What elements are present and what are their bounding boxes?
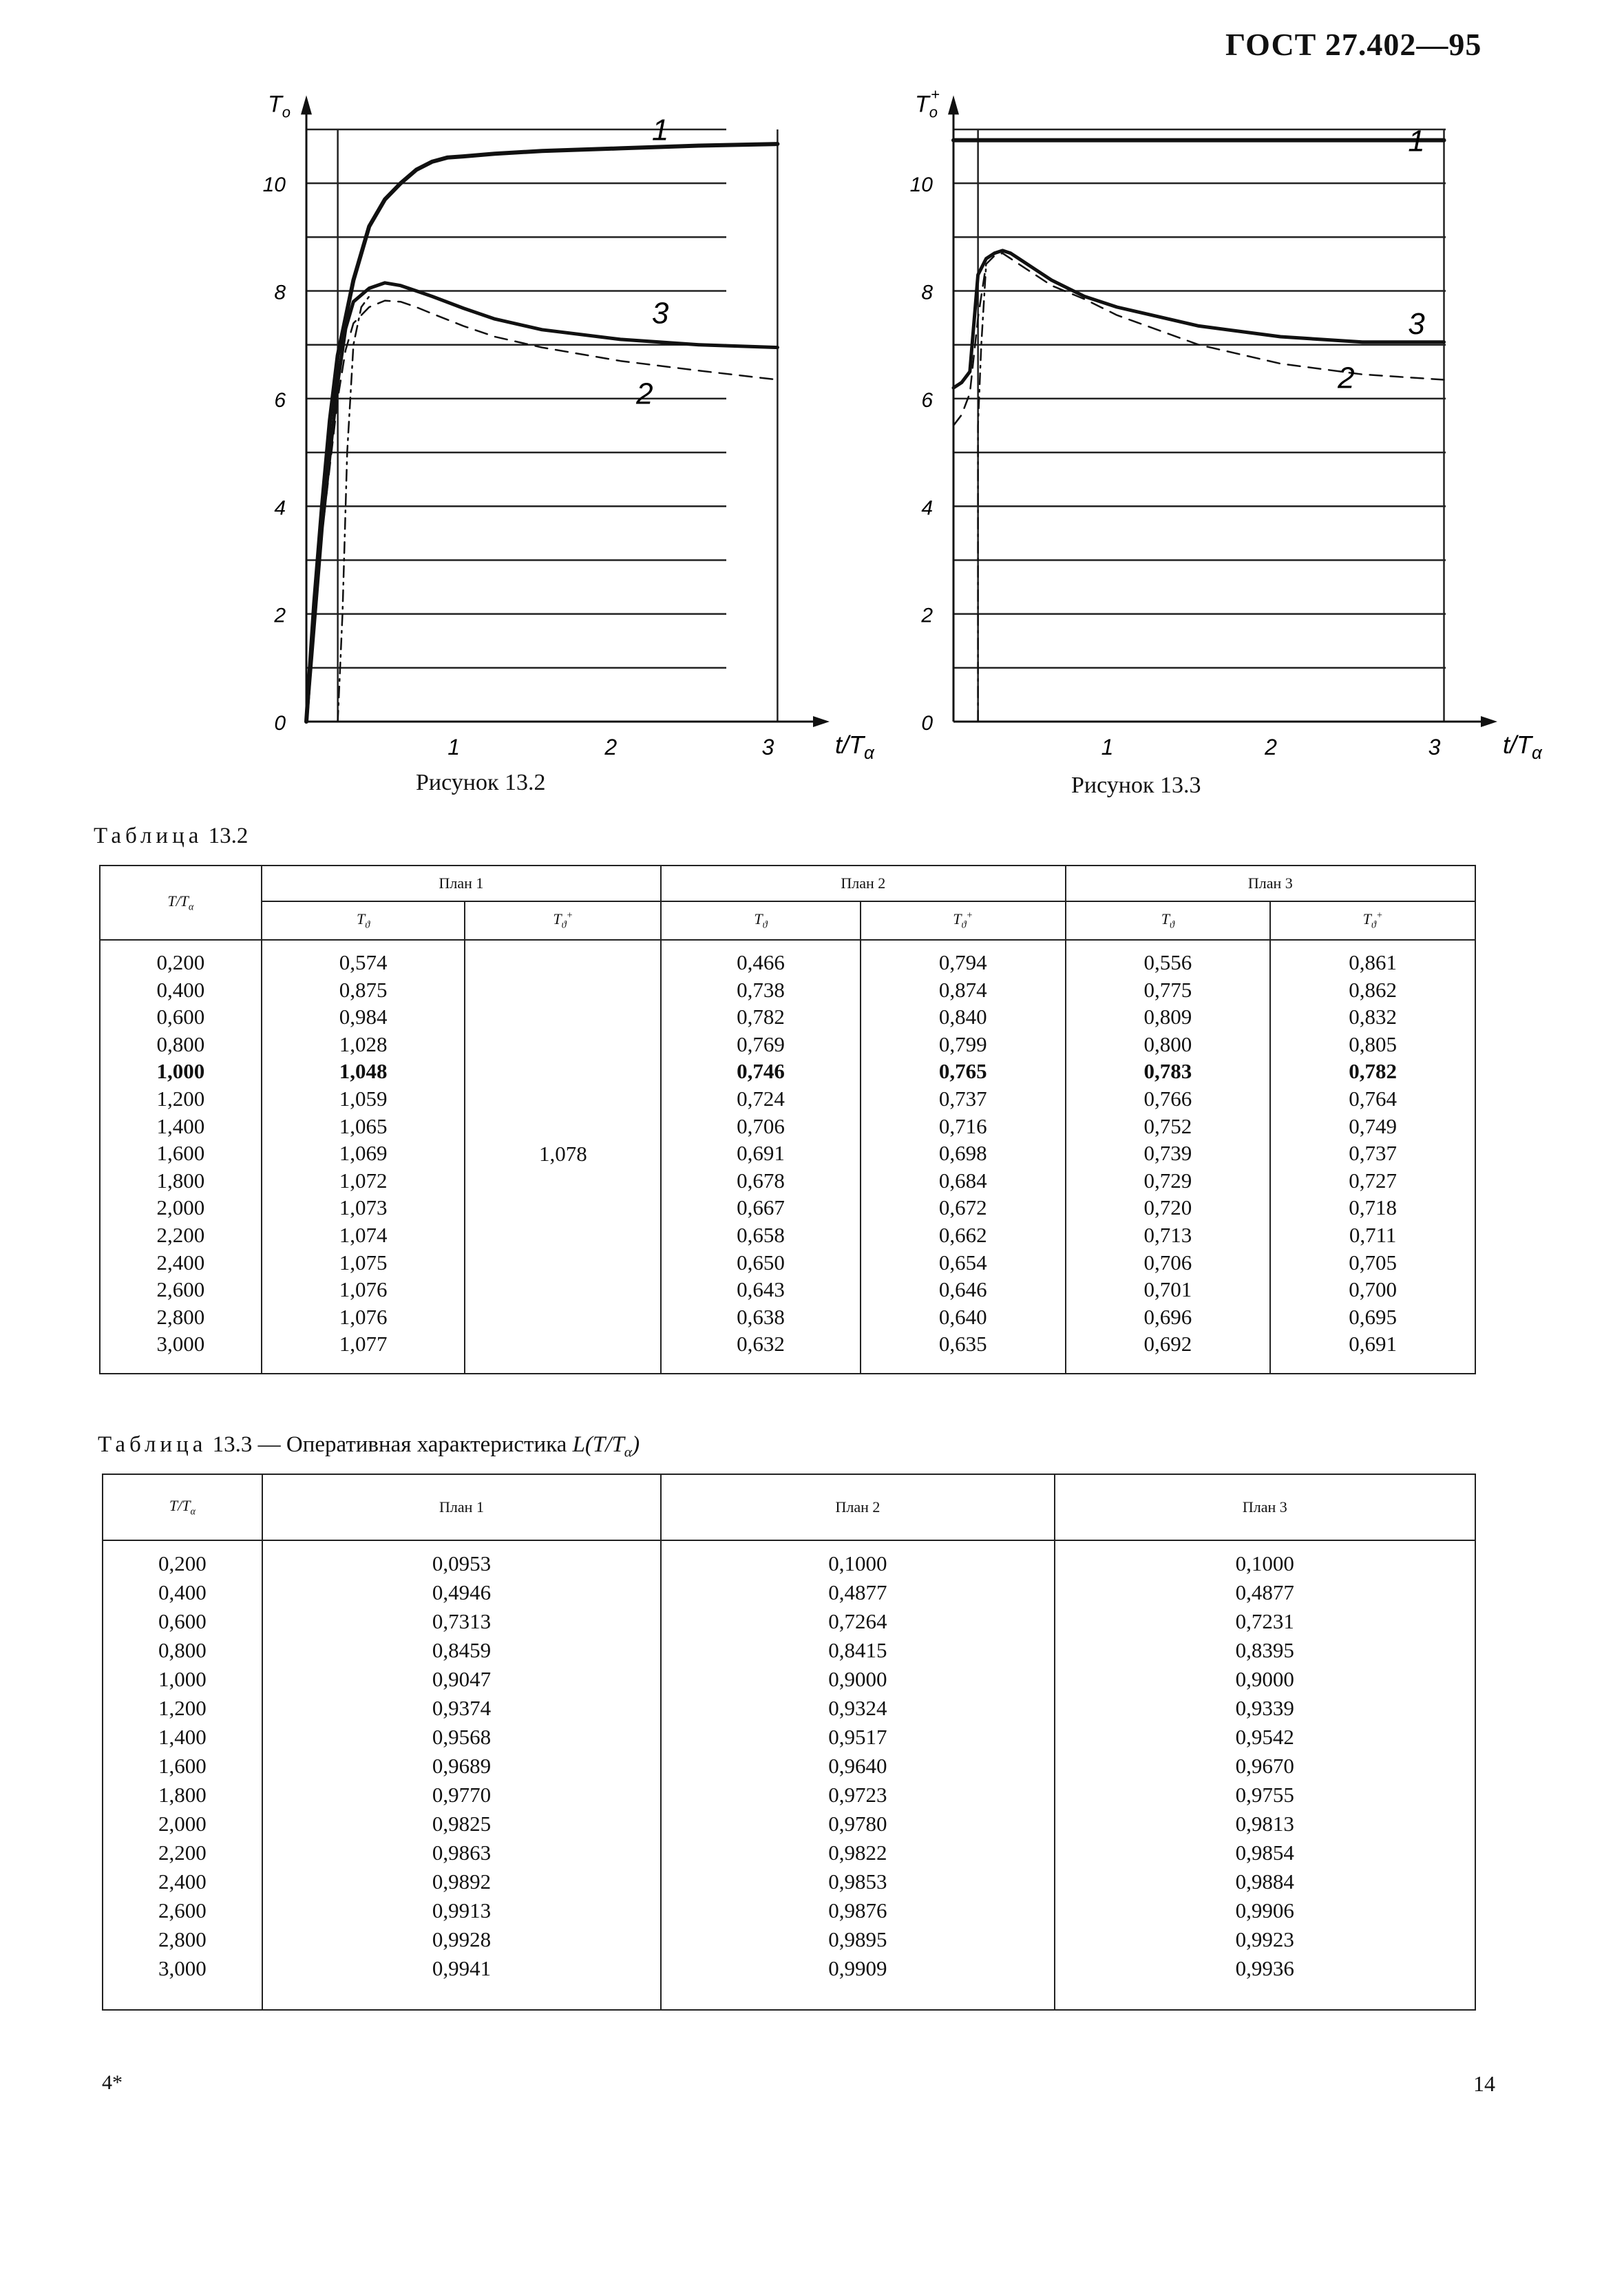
document-header: ГОСТ 27.402—95: [1225, 27, 1482, 62]
table-cell: 0,9909: [828, 1956, 887, 1980]
series-line-1: [306, 144, 777, 722]
y-tick-label: 8: [921, 281, 933, 304]
series-line-3: [306, 283, 777, 722]
table-cell: 1,800: [156, 1168, 205, 1193]
table-cell: 0,600: [156, 1005, 205, 1029]
table-cell: 0,809: [1143, 1005, 1192, 1029]
x-axis-label: $t/T_\alpha$: [1503, 731, 1542, 763]
y-tick-label: 2: [274, 604, 286, 627]
table-cell: 0,706: [737, 1113, 785, 1138]
table-cell: 0,9324: [828, 1696, 887, 1720]
table-cell: 0,9517: [828, 1725, 887, 1749]
t3-header-plan3: План 3: [1055, 1474, 1475, 1540]
table-cell: 0,7313: [432, 1609, 492, 1633]
table-cell: 0,466: [737, 950, 785, 974]
t2-col-plan3-tplus: [1270, 940, 1475, 1374]
table-cell: 0,658: [737, 1222, 785, 1247]
table-cell: 1,077: [339, 1332, 388, 1356]
table-cell: 1,076: [339, 1277, 388, 1302]
x-tick-label: 3: [1428, 735, 1441, 759]
table-cell: 0,749: [1349, 1113, 1397, 1138]
table-cell: 1,065: [339, 1113, 388, 1138]
table-cell: 0,8459: [432, 1638, 492, 1662]
table-cell: 0,9876: [828, 1898, 887, 1922]
t2-sub-plan1-t: $T_ϑ$: [262, 901, 465, 940]
x-tick-label: 1: [447, 735, 461, 759]
table-cell: 2,400: [158, 1869, 207, 1894]
table-cell: 0,9863: [432, 1841, 492, 1865]
table-cell: 0,701: [1143, 1277, 1192, 1302]
table-cell: 0,9780: [828, 1812, 887, 1836]
table-cell: 0,9928: [432, 1927, 492, 1951]
table-cell: 0,705: [1349, 1250, 1397, 1275]
table-cell: 0,1000: [828, 1551, 887, 1575]
y-tick-label: 2: [921, 604, 933, 627]
table-cell: 0,200: [158, 1551, 207, 1575]
t3-header-plan1: План 1: [262, 1474, 661, 1540]
table-cell: 0,729: [1143, 1168, 1192, 1193]
table-cell: 2,800: [158, 1927, 207, 1951]
table-cell: 0,718: [1349, 1195, 1397, 1220]
table-cell: 0,9000: [1235, 1667, 1294, 1691]
table-cell: 1,048: [339, 1059, 388, 1084]
table-cell: 0,805: [1349, 1031, 1397, 1056]
table-cell: 0,695: [1349, 1304, 1397, 1329]
t3-header-ratio: $T/T_\alpha$: [103, 1474, 262, 1540]
figure-13-2-caption: Рисунок 13.2: [416, 770, 546, 795]
table-cell: 0,7264: [828, 1609, 887, 1633]
table-cell: 3,000: [156, 1332, 205, 1356]
table-cell: 0,766: [1143, 1086, 1192, 1111]
y-tick-label: 0: [274, 712, 286, 735]
table-cell: 0,861: [1349, 950, 1397, 974]
table-cell: 0,7231: [1235, 1609, 1294, 1633]
series-line-aux: [978, 264, 987, 722]
table-cell: 0,9906: [1235, 1898, 1294, 1922]
table-cell: 0,646: [938, 1277, 987, 1302]
table-cell: 0,4946: [432, 1580, 492, 1604]
table-cell: 1,075: [339, 1250, 388, 1275]
y-tick-label: 6: [274, 388, 286, 412]
table-cell: 2,200: [158, 1841, 207, 1865]
series-line-2: [953, 253, 1444, 426]
table-cell: 1,000: [156, 1059, 205, 1084]
table-cell: 0,8395: [1235, 1638, 1294, 1662]
y-tick-label: 10: [262, 174, 286, 197]
table-cell: 0,9936: [1235, 1956, 1294, 1980]
table-cell: 0,667: [737, 1195, 785, 1220]
table-cell: 0,9892: [432, 1869, 492, 1894]
page-number: 14: [1473, 2071, 1495, 2096]
table-cell: 0,700: [1349, 1277, 1397, 1302]
table-cell: 0,713: [1143, 1222, 1192, 1247]
table-13-2: [99, 865, 1476, 1374]
table-cell: 0,635: [938, 1332, 987, 1356]
table-13-3-title-word: Таблица: [98, 1432, 207, 1457]
table-cell: 0,874: [938, 977, 987, 1002]
t2-col-plan1-tplus: 1,078: [465, 940, 661, 1374]
table-cell: 0,9000: [828, 1667, 887, 1691]
table-13-2-title: [94, 824, 248, 849]
table-cell: 2,000: [158, 1812, 207, 1836]
figure-13-3-caption: Рисунок 13.3: [1071, 773, 1201, 798]
table-cell: 1,200: [156, 1086, 205, 1111]
t2-header-plan1: План 1: [262, 866, 661, 901]
table-cell: 0,746: [737, 1059, 785, 1084]
table-cell: 0,800: [1143, 1031, 1192, 1056]
x-axis-label: $t/T_\alpha$: [835, 731, 874, 763]
table-cell: 0,832: [1349, 1005, 1397, 1029]
table-cell: 0,799: [938, 1031, 987, 1056]
table-cell: 0,794: [938, 950, 987, 974]
table-13-2-title-number: 13.2: [208, 824, 249, 848]
table-cell: 0,9822: [828, 1841, 887, 1865]
table-cell: 1,072: [339, 1168, 388, 1193]
table-cell: 0,0953: [432, 1551, 492, 1575]
table-cell: 0,654: [938, 1250, 987, 1275]
table-cell: 0,782: [1349, 1059, 1397, 1084]
y-axis-label: $T_o$: [268, 91, 291, 121]
table-cell: 0,783: [1143, 1059, 1192, 1084]
table-13-3-title: [98, 1432, 640, 1461]
table-cell: 0,875: [339, 977, 388, 1002]
table-cell: 0,9568: [432, 1725, 492, 1749]
t2-col-plan3-t: [1066, 940, 1271, 1374]
table-cell: 0,1000: [1235, 1551, 1294, 1575]
table-cell: 0,724: [737, 1086, 785, 1111]
table-cell: 0,9723: [828, 1783, 887, 1807]
t2-col-plan1-t: [262, 940, 465, 1374]
table-cell: 1,600: [156, 1141, 205, 1166]
table-cell: 0,9339: [1235, 1696, 1294, 1720]
table-cell: 0,716: [938, 1113, 987, 1138]
t3-col-plan3: [1055, 1540, 1475, 2010]
curve-label: 3: [1408, 307, 1425, 342]
table-cell: 1,028: [339, 1031, 388, 1056]
table-cell: 0,9047: [432, 1667, 492, 1691]
t2-sub-plan3-tplus: $T_ϑ^+$: [1270, 901, 1475, 940]
t2-col-plan2-t: [661, 940, 861, 1374]
table-cell: 0,765: [938, 1059, 987, 1084]
t3-col-plan1: [262, 1540, 661, 2010]
t2-col-plan2-tplus: [861, 940, 1066, 1374]
table-13-3-title-rest: 13.3 — Оперативная характеристика: [212, 1432, 567, 1457]
table-cell: 2,800: [156, 1304, 205, 1329]
table-cell: 0,727: [1349, 1168, 1397, 1193]
table-cell: 0,9670: [1235, 1754, 1294, 1778]
table-cell: 0,4877: [828, 1580, 887, 1604]
series-line-3: [953, 251, 1444, 388]
table-cell: 0,764: [1349, 1086, 1397, 1111]
table-cell: 2,600: [158, 1898, 207, 1922]
table-cell: 0,9755: [1235, 1783, 1294, 1807]
t3-col-ratio: [103, 1540, 262, 2010]
t2-header-plan2: План 2: [661, 866, 1065, 901]
table-cell: 0,632: [737, 1332, 785, 1356]
sheet-mark: 4*: [102, 2071, 123, 2094]
t3-col-plan2: [661, 1540, 1054, 2010]
table-cell: 0,200: [156, 950, 205, 974]
y-tick-label: 10: [909, 174, 933, 197]
table-cell: 0,9913: [432, 1898, 492, 1922]
y-axis-label: $T_o+$: [915, 85, 940, 121]
table-cell: 1,069: [339, 1141, 388, 1166]
y-tick-label: 0: [921, 712, 933, 735]
table-cell: 0,4877: [1235, 1580, 1294, 1604]
table-cell: 0,691: [737, 1141, 785, 1166]
table-13-2-title-word: Таблица: [94, 824, 203, 848]
t2-col-ratio: [100, 940, 262, 1374]
table-cell: 0,400: [158, 1580, 207, 1604]
table-cell: 0,711: [1349, 1222, 1397, 1247]
table-cell: 0,9813: [1235, 1812, 1294, 1836]
table-cell: 0,752: [1143, 1113, 1192, 1138]
table-cell: 0,775: [1143, 977, 1192, 1002]
table-cell: 0,684: [938, 1168, 987, 1193]
table-cell: 0,691: [1349, 1332, 1397, 1356]
table-cell: 0,800: [156, 1031, 205, 1056]
table-cell: 0,9770: [432, 1783, 492, 1807]
table-cell: 0,698: [938, 1141, 987, 1166]
table-cell: 0,678: [737, 1168, 785, 1193]
table-cell: 1,076: [339, 1304, 388, 1329]
table-cell: 0,720: [1143, 1195, 1192, 1220]
table-cell: 0,737: [1349, 1141, 1397, 1166]
curve-label: 1: [1408, 124, 1425, 158]
table-cell: 0,9640: [828, 1754, 887, 1778]
y-tick-label: 8: [274, 281, 286, 304]
table-cell: 0,9374: [432, 1696, 492, 1720]
table-cell: 0,672: [938, 1195, 987, 1220]
table-cell: 0,984: [339, 1005, 388, 1029]
figure-13-3-chart: [867, 76, 1542, 764]
table-cell: 0,738: [737, 977, 785, 1002]
figure-13-2-chart: [227, 76, 874, 764]
table-cell: 3,000: [158, 1956, 207, 1980]
table-cell: 0,9689: [432, 1754, 492, 1778]
y-tick-label: 6: [921, 388, 933, 412]
y-tick-label: 4: [921, 496, 933, 520]
table-cell: 2,400: [156, 1250, 205, 1275]
table-cell: 1,074: [339, 1222, 388, 1247]
t3-header-plan2: План 2: [661, 1474, 1054, 1540]
table-cell: 0,800: [158, 1638, 207, 1662]
table-cell: 0,600: [158, 1609, 207, 1633]
table-cell: 0,739: [1143, 1141, 1192, 1166]
table-cell: 0,782: [737, 1005, 785, 1029]
y-tick-label: 4: [274, 496, 286, 520]
table-cell: 2,000: [156, 1195, 205, 1220]
curve-label: 1: [651, 113, 669, 147]
table-cell: 2,200: [156, 1222, 205, 1247]
table-cell: 0,662: [938, 1222, 987, 1247]
table-cell: 0,574: [339, 950, 388, 974]
x-axis-arrow: [813, 716, 830, 727]
table-13-3: [102, 1474, 1476, 2011]
y-axis-arrow: [301, 95, 312, 114]
table-cell: 2,600: [156, 1277, 205, 1302]
curve-label: 3: [651, 296, 669, 331]
table-cell: 1,600: [158, 1754, 207, 1778]
table-cell: 0,9542: [1235, 1725, 1294, 1749]
table-cell: 0,9923: [1235, 1927, 1294, 1951]
table-cell: 1,000: [158, 1667, 207, 1691]
curve-label: 2: [636, 377, 653, 411]
table-cell: 0,862: [1349, 977, 1397, 1002]
t2-sub-plan2-tplus: $T_ϑ^+$: [861, 901, 1066, 940]
t2-header-plan3: План 3: [1066, 866, 1475, 901]
table-cell: 0,9854: [1235, 1841, 1294, 1865]
table-cell: 0,769: [737, 1031, 785, 1056]
curve-label: 2: [1338, 361, 1355, 395]
table-cell: 1,200: [158, 1696, 207, 1720]
table-cell: 0,638: [737, 1304, 785, 1329]
table-cell: 0,737: [938, 1086, 987, 1111]
table-cell: 1,400: [156, 1113, 205, 1138]
series-line-2: [306, 301, 777, 722]
table-cell: 0,556: [1143, 950, 1192, 974]
x-axis-arrow: [1481, 716, 1497, 727]
table-cell: 0,706: [1143, 1250, 1192, 1275]
table-cell: 1,400: [158, 1725, 207, 1749]
table-cell: 0,9825: [432, 1812, 492, 1836]
table-cell: 0,400: [156, 977, 205, 1002]
table-cell: 0,9895: [828, 1927, 887, 1951]
table-cell: 0,640: [938, 1304, 987, 1329]
y-axis-arrow: [948, 95, 959, 114]
table-cell: 0,643: [737, 1277, 785, 1302]
x-tick-label: 3: [761, 735, 774, 759]
x-tick-label: 2: [1265, 735, 1277, 759]
table-cell: 0,9853: [828, 1869, 887, 1894]
t2-sub-plan3-t: $T_ϑ$: [1066, 901, 1271, 940]
table-cell: 0,840: [938, 1005, 987, 1029]
t2-sub-plan1-tplus: $T_ϑ^+$: [465, 901, 661, 940]
t2-sub-plan2-t: $T_ϑ$: [661, 901, 861, 940]
t2-header-ratio: $T/T_\alpha$: [100, 866, 262, 940]
table-cell: 1,059: [339, 1086, 388, 1111]
table-cell: 1,073: [339, 1195, 388, 1220]
table-cell: 1,800: [158, 1783, 207, 1807]
table-cell: 0,9941: [432, 1956, 492, 1980]
table-cell: 0,8415: [828, 1638, 887, 1662]
table-13-3-title-formula: $L(T/T_\alpha)$: [572, 1432, 640, 1460]
x-tick-label: 1: [1101, 735, 1114, 759]
table-cell: 0,692: [1143, 1332, 1192, 1356]
table-cell: 0,650: [737, 1250, 785, 1275]
table-cell: 0,696: [1143, 1304, 1192, 1329]
x-tick-label: 2: [604, 735, 618, 759]
table-cell: 0,9884: [1235, 1869, 1294, 1894]
